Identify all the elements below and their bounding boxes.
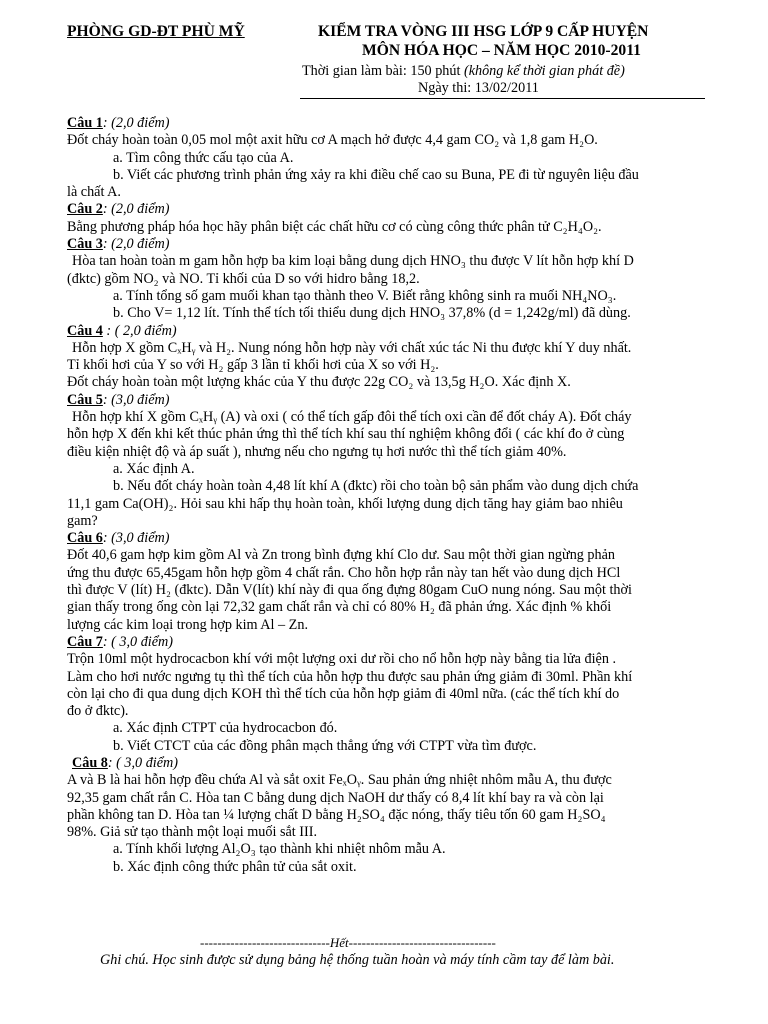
question-2 — [67, 201, 739, 236]
question-line: thì được V (lít) H₂ (đktc). Dẫn V(lít) khí này đi qua ống đựng 80gam CuO nung nóng. Sau một thời — [67, 582, 632, 599]
question-label: Câu 3 — [67, 236, 103, 253]
department-name: PHÒNG GD-ĐT PHÙ MỸ — [67, 23, 245, 40]
question-part-a: a. Xác định A. — [113, 460, 195, 477]
question-part-a: a. Tính tổng số gam muối khan tạo thành theo V. Biết rằng không sinh ra muối NH₄NO₃. — [113, 287, 617, 304]
question-line: ứng thu được 65,45gam hỗn hợp gồm 4 chất rắn. Cho hỗn hợp rắn này tan hết vào dung dịch HCl — [67, 564, 621, 581]
question-line: là chất A. — [67, 184, 121, 201]
question-line: Đốt 40,6 gam hợp kim gồm Al và Zn trong bình đựng khí Clo dư. Sau một thời gian ngừng phản — [67, 547, 616, 564]
end-of-exam-line — [200, 934, 600, 951]
question-line: lượng các kim loại trong hợp kim Al – Zn. — [67, 616, 308, 633]
question-part-b: b. Viết các phương trình phản ứng xảy ra khi điều chế cao su Buna, PE đi từ nguyên liệu đầu — [113, 166, 639, 183]
question-part-a: a. Tính khối lượng Al₂O₃ tạo thành khi nhiệt nhôm mẫu A. — [113, 841, 446, 858]
question-heading — [67, 755, 739, 772]
end-label: Hết — [329, 935, 349, 950]
question-line: phần không tan D. Hòa tan ¼ lượng chất D bằng H₂SO₄ đặc nóng, thấy tiêu tốn 60 gam H₂SO₄ — [67, 806, 606, 823]
question-part-b: b. Xác định công thức phân tử của sắt oxit. — [113, 858, 357, 875]
end-dashes-left: ------------------------------ — [200, 935, 330, 950]
exam-duration — [302, 63, 625, 80]
question-line: (đktc) gồm NO₂ và NO. Tỉ khối của D so với hidro bằng 18,2. — [67, 270, 420, 287]
question-line: gam? — [67, 512, 98, 529]
question-heading — [67, 530, 739, 547]
question-3 — [67, 236, 739, 322]
end-dashes-right: ---------------------------------- — [348, 935, 496, 950]
question-label: Câu 1 — [67, 115, 103, 131]
question-label: Câu 5 — [67, 391, 103, 408]
question-heading — [67, 634, 739, 651]
question-points: : ( 3,0 điểm) — [102, 633, 174, 650]
question-label: Câu 6 — [67, 530, 103, 547]
question-7 — [67, 634, 739, 755]
question-8 — [67, 755, 739, 876]
exam-subject: MÔN HÓA HỌC – NĂM HỌC 2010-2011 — [362, 42, 641, 59]
question-line: 92,35 gam chất rắn C. Hòa tan C bằng dung dịch NaOH dư thấy có 8,4 lít khí bay ra và còn lại — [67, 789, 604, 806]
header-divider — [300, 98, 705, 99]
question-label: Câu 4 — [67, 322, 103, 339]
question-part-b: b. Cho V= 1,12 lít. Tính thể tích tối thiểu dung dịch HNO₃ 37,8% (d = 1,242g/ml) đã dùng. — [113, 305, 631, 322]
duration-text: Thời gian làm bài: 150 phút — [302, 63, 464, 79]
question-points: : (2,0 điểm) — [102, 115, 170, 131]
question-1 — [67, 115, 739, 201]
question-points: : (3,0 điểm) — [102, 391, 170, 408]
question-line: Hỗn hợp X gồm CₓHᵧ và H₂. Nung nóng hỗn hợp này với chất xúc tác Ni thu được khí Y duy nhất. — [72, 339, 632, 356]
question-part-b: b. Nếu đốt cháy hoàn toàn 4,48 lít khí A (đktc) rồi cho toàn bộ sản phẩm vào dung dịch chứa — [113, 478, 639, 495]
question-line: Tỉ khối hơi của Y so với H₂ gấp 3 lần tỉ khối hơi của X so với H₂. — [67, 357, 439, 374]
question-line: Hỗn hợp khí X gồm CₓHᵧ (A) và oxi ( có thể tích gấp đôi thể tích oxi cần để đốt cháy A). Đốt cháy — [72, 409, 632, 426]
question-line: 98%. Giả sử tạo thành một loại muối sắt III. — [67, 824, 318, 841]
question-line: còn lại cho đi qua dung dịch KOH thì thể tích của hỗn hợp giảm đi 40ml nữa. (các thể tích khí do — [67, 685, 620, 702]
question-line: Hòa tan hoàn toàn m gam hỗn hợp ba kim loại bằng dung dịch HNO₃ thu được V lít hỗn hợp khí D — [72, 253, 634, 270]
duration-note: (không kể thời gian phát đề) — [463, 63, 625, 79]
footer-note: Ghi chú. Học sinh được sử dụng bảng hệ thống tuần hoàn và máy tính cầm tay để làm bài. — [100, 952, 615, 968]
exam-date: Ngày thi: 13/02/2011 — [418, 80, 539, 96]
question-points: : ( 2,0 điểm) — [102, 322, 177, 339]
question-line: Làm cho hơi nước ngưng tụ thì thể tích của hỗn hợp thu được sau phản ứng giảm đi 30ml. Phần khí — [67, 668, 633, 685]
question-4 — [67, 323, 739, 392]
question-points: : (2,0 điểm) — [102, 201, 170, 218]
question-line: Trộn 10ml một hydrocacbon khí với một lượng oxi dư rồi cho nổ hỗn hợp này bằng tia lửa điện . — [67, 651, 617, 668]
question-label: Câu 2 — [67, 201, 103, 218]
question-label: Câu 8 — [72, 754, 108, 771]
question-label: Câu 7 — [67, 633, 103, 650]
question-heading — [67, 201, 739, 218]
question-heading — [67, 392, 739, 409]
question-part-a: a. Tìm công thức cấu tạo của A. — [113, 149, 294, 166]
question-line: Đốt cháy hoàn toàn 0,05 mol một axit hữu cơ A mạch hở được 4,4 gam CO₂ và 1,8 gam H₂O. — [67, 132, 598, 149]
question-line: điều kiện nhiệt độ và áp suất ), nhưng nếu cho ngưng tụ hơi nước thì thể tích giảm 40%. — [67, 443, 567, 460]
exam-title: KIỂM TRA VÒNG III HSG LỚP 9 CẤP HUYỆN — [318, 23, 649, 40]
question-points: : ( 3,0 điểm) — [107, 754, 179, 771]
question-line: A và B là hai hỗn hợp đều chứa Al và sắt oxit FeₓOᵧ. Sau phản ứng nhiệt nhôm mẫu A, thu được — [67, 772, 612, 789]
question-line: gian thấy trong ống còn lại 72,32 gam chất rắn và chỉ có 80% H₂ đã phản ứng. Xác định % khối — [67, 599, 612, 616]
question-heading — [67, 115, 739, 132]
question-6 — [67, 530, 739, 634]
question-part-a: a. Xác định CTPT của hydrocacbon đó. — [113, 720, 338, 737]
question-part-b: b. Viết CTCT của các đồng phân mạch thẳng ứng với CTPT vừa tìm được. — [113, 737, 537, 754]
question-heading — [67, 323, 739, 340]
question-line: Đốt cháy hoàn toàn một lượng khác của Y thu được 22g CO₂ và 13,5g H₂O. Xác định X. — [67, 374, 571, 391]
question-line: hỗn hợp X đến khi kết thúc phản ứng thì thể tích khí sau thí nghiệm không đổi ( các khí đo ở cùng — [67, 426, 625, 443]
question-5 — [67, 392, 739, 530]
question-points: : (3,0 điểm) — [102, 530, 170, 547]
question-line: đo ở đktc). — [67, 703, 129, 720]
question-line: Bằng phương pháp hóa học hãy phân biệt các chất hữu cơ có cùng công thức phân tử C₂H₄O₂. — [67, 218, 602, 235]
questions-body — [67, 115, 739, 876]
exam-header — [0, 0, 768, 118]
question-points: : (2,0 điểm) — [102, 236, 170, 253]
question-line: 11,1 gam Ca(OH)₂. Hỏi sau khi hấp thụ hoàn toàn, khối lượng dung dịch tăng hay giảm bao nhiêu — [67, 495, 623, 512]
question-heading — [67, 236, 739, 253]
